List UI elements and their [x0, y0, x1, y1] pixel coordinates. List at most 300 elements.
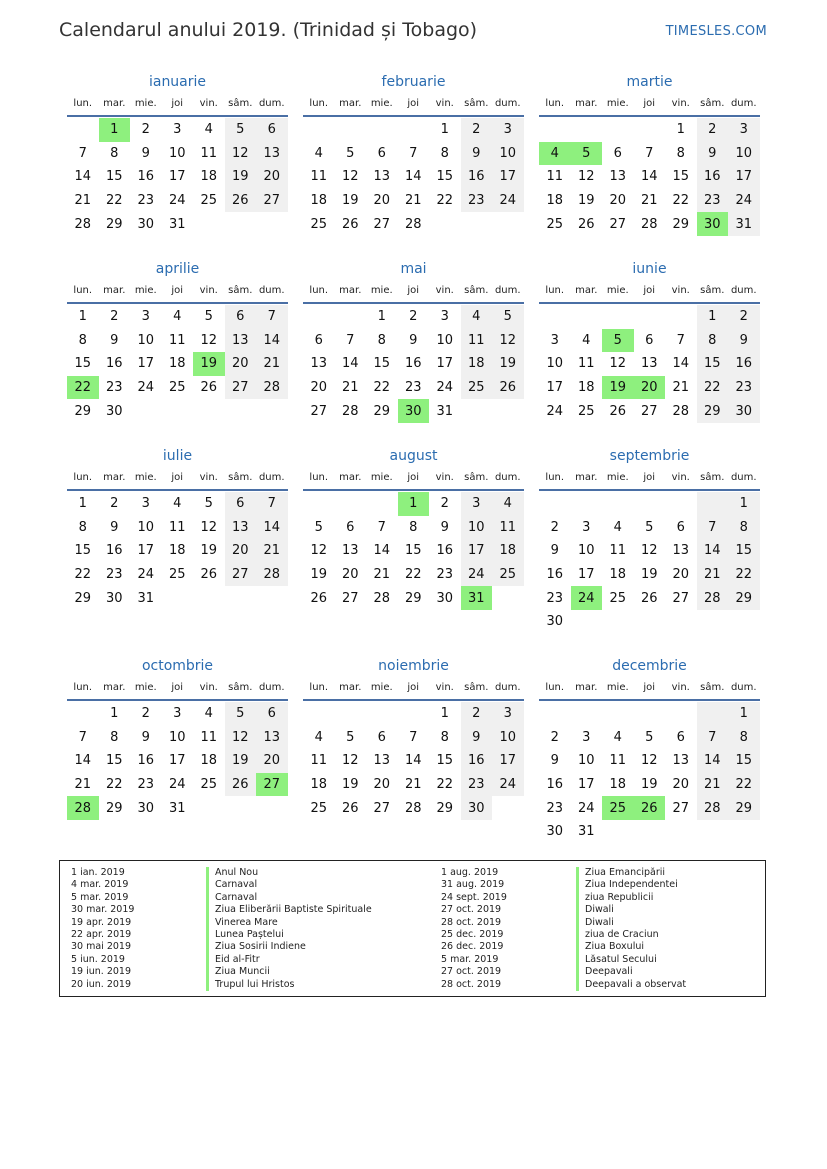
days-grid [303, 702, 524, 820]
holiday-day-cell: 1 [99, 118, 131, 142]
day-cell: 2 [461, 118, 493, 142]
day-cell: 21 [74, 193, 92, 209]
day-cell: 12 [609, 356, 627, 372]
day-cell: 3 [141, 309, 150, 325]
legend-holiday-name: ziua Republicii [576, 892, 686, 904]
day-cell: 17 [728, 165, 760, 189]
day-cell: 3 [173, 706, 182, 722]
day-cell: 8 [110, 729, 119, 745]
legend-date: 20 iun. 2019 [71, 978, 132, 990]
day-cell: 20 [256, 165, 288, 189]
legend-holiday-name: Ziua Muncii [206, 966, 372, 978]
day-cell: 5 [314, 519, 323, 535]
legend-holiday-name: Deepavali [576, 966, 686, 978]
day-cell: 12 [310, 543, 328, 559]
day-cell: 24 [436, 380, 454, 396]
day-cell: 16 [728, 352, 760, 376]
day-cell: 22 [105, 193, 123, 209]
weekday-label: vin. [671, 98, 690, 109]
month-title: februarie [381, 74, 446, 90]
empty-day-cell [335, 118, 367, 142]
day-cell: 2 [550, 519, 559, 535]
empty-day-cell [571, 118, 603, 142]
weekday-label: sâm. [228, 472, 253, 483]
day-cell: 5 [225, 702, 257, 726]
day-cell: 1 [440, 122, 449, 138]
day-cell: 16 [105, 543, 123, 559]
day-cell: 19 [640, 567, 658, 583]
empty-day-cell [539, 305, 571, 329]
day-cell: 26 [200, 567, 218, 583]
day-cell: 29 [105, 800, 123, 816]
legend-date: 4 mar. 2019 [71, 879, 129, 891]
day-cell: 8 [409, 519, 418, 535]
day-cell: 16 [546, 777, 564, 793]
month-title: august [389, 448, 438, 464]
day-cell: 31 [137, 590, 155, 606]
day-cell: 27 [373, 800, 391, 816]
day-cell: 4 [461, 305, 493, 329]
weekday-label: mie. [134, 98, 157, 109]
day-cell: 13 [256, 726, 288, 750]
weekday-label: dum. [494, 285, 521, 296]
day-cell: 12 [341, 753, 359, 769]
day-cell: 24 [728, 189, 760, 213]
day-cell: 16 [105, 356, 123, 372]
day-cell: 25 [200, 777, 218, 793]
day-cell: 16 [137, 753, 155, 769]
day-cell: 22 [404, 567, 422, 583]
day-cell: 9 [409, 332, 418, 348]
day-cell: 10 [168, 729, 186, 745]
page-title: Calendarul anului 2019. (Trinidad și Tobago) [59, 19, 478, 41]
day-cell: 14 [256, 329, 288, 353]
day-cell: 14 [404, 753, 422, 769]
day-cell: 22 [672, 193, 690, 209]
holiday-day-cell: 22 [67, 376, 99, 400]
day-cell: 21 [697, 563, 729, 587]
day-cell: 11 [310, 169, 328, 185]
day-cell: 20 [373, 193, 391, 209]
day-cell: 20 [672, 777, 690, 793]
empty-day-cell [67, 118, 99, 142]
day-cell: 29 [404, 590, 422, 606]
empty-day-cell [335, 492, 367, 516]
legend-holiday-name: Ziua Boxului [576, 941, 686, 953]
legend-holiday-name: Carnaval [206, 892, 372, 904]
day-cell: 2 [440, 496, 449, 512]
weekday-label: mie. [134, 472, 157, 483]
day-cell: 15 [74, 356, 92, 372]
weekday-label: mar. [339, 472, 362, 483]
day-cell: 25 [461, 376, 493, 400]
day-cell: 10 [728, 142, 760, 166]
day-cell: 27 [609, 216, 627, 232]
day-cell: 1 [110, 706, 119, 722]
days-grid [303, 492, 524, 610]
day-cell: 6 [346, 519, 355, 535]
day-cell: 9 [141, 729, 150, 745]
day-cell: 18 [461, 352, 493, 376]
empty-day-cell [697, 702, 729, 726]
day-cell: 8 [440, 145, 449, 161]
weekday-label: lun. [309, 285, 329, 296]
legend-right-names [576, 867, 686, 991]
day-cell: 24 [492, 773, 524, 797]
weekday-label: mar. [575, 285, 598, 296]
legend-holiday-name: Anul Nou [206, 867, 372, 879]
day-cell: 19 [492, 352, 524, 376]
day-cell: 7 [645, 145, 654, 161]
day-cell: 11 [609, 543, 627, 559]
legend-date: 31 aug. 2019 [441, 879, 505, 891]
day-cell: 12 [640, 543, 658, 559]
day-cell: 29 [672, 216, 690, 232]
weekday-header [539, 279, 760, 304]
day-cell: 26 [341, 216, 359, 232]
day-cell: 1 [78, 496, 87, 512]
day-cell: 26 [492, 376, 524, 400]
day-cell: 15 [728, 749, 760, 773]
legend-date: 1 ian. 2019 [71, 867, 125, 878]
weekday-label: mar. [103, 285, 126, 296]
day-cell: 8 [697, 329, 729, 353]
day-cell: 22 [74, 567, 92, 583]
weekday-label: sâm. [228, 285, 253, 296]
legend-date: 1 aug. 2019 [441, 867, 499, 878]
day-cell: 28 [640, 216, 658, 232]
weekday-label: dum. [258, 285, 285, 296]
day-cell: 23 [728, 376, 760, 400]
day-cell: 23 [404, 380, 422, 396]
day-cell: 3 [461, 492, 493, 516]
day-cell: 11 [492, 516, 524, 540]
empty-day-cell [634, 118, 666, 142]
weekday-label: vin. [671, 285, 690, 296]
day-cell: 16 [461, 165, 493, 189]
day-cell: 8 [110, 145, 119, 161]
holiday-day-cell: 30 [697, 212, 729, 236]
day-cell: 19 [200, 543, 218, 559]
day-cell: 3 [582, 729, 591, 745]
day-cell: 12 [200, 519, 218, 535]
day-cell: 28 [672, 403, 690, 419]
day-cell: 12 [225, 142, 257, 166]
empty-day-cell [539, 702, 571, 726]
day-cell: 28 [697, 586, 729, 610]
day-cell: 8 [728, 516, 760, 540]
day-cell: 5 [645, 519, 654, 535]
day-cell: 22 [436, 193, 454, 209]
day-cell: 18 [546, 193, 564, 209]
weekday-label: sâm. [700, 98, 725, 109]
weekday-label: dum. [258, 98, 285, 109]
empty-day-cell [366, 492, 398, 516]
legend-holiday-name: Diwali [576, 904, 686, 916]
day-cell: 14 [697, 539, 729, 563]
holiday-day-cell: 25 [602, 796, 634, 820]
weekday-label: mie. [370, 472, 393, 483]
holiday-day-cell: 26 [634, 796, 666, 820]
day-cell: 7 [409, 729, 418, 745]
day-cell: 6 [645, 332, 654, 348]
weekday-label: joi [407, 285, 420, 296]
day-cell: 12 [577, 169, 595, 185]
empty-day-cell [398, 118, 430, 142]
day-cell: 7 [256, 305, 288, 329]
weekday-label: vin. [199, 682, 218, 693]
day-cell: 7 [78, 729, 87, 745]
day-cell: 22 [697, 376, 729, 400]
day-cell: 20 [672, 567, 690, 583]
weekday-label: mie. [606, 285, 629, 296]
empty-day-cell [571, 305, 603, 329]
day-cell: 12 [341, 169, 359, 185]
day-cell: 18 [492, 539, 524, 563]
day-cell: 9 [110, 332, 119, 348]
day-cell: 13 [373, 753, 391, 769]
month-octombrie [67, 656, 288, 843]
month-noiembrie [303, 656, 524, 843]
day-cell: 16 [436, 543, 454, 559]
day-cell: 11 [200, 729, 218, 745]
day-cell: 25 [310, 800, 328, 816]
empty-day-cell [602, 118, 634, 142]
weekday-label: mie. [134, 682, 157, 693]
day-cell: 3 [492, 702, 524, 726]
weekday-label: mar. [339, 682, 362, 693]
days-grid [539, 702, 760, 844]
day-cell: 25 [200, 193, 218, 209]
day-cell: 26 [609, 403, 627, 419]
weekday-label: mar. [103, 682, 126, 693]
weekday-label: lun. [545, 682, 565, 693]
weekday-label: dum. [258, 472, 285, 483]
day-cell: 4 [613, 519, 622, 535]
day-cell: 23 [105, 567, 123, 583]
day-cell: 15 [672, 169, 690, 185]
legend-holiday-name: Eid al-Fitr [206, 954, 372, 966]
day-cell: 19 [577, 193, 595, 209]
day-cell: 3 [728, 118, 760, 142]
weekday-label: sâm. [228, 682, 253, 693]
month-ianuarie [67, 72, 288, 259]
day-cell: 17 [168, 169, 186, 185]
days-grid [303, 118, 524, 236]
month-septembrie [539, 446, 760, 656]
day-cell: 10 [137, 332, 155, 348]
holiday-day-cell: 20 [634, 376, 666, 400]
day-cell: 19 [225, 165, 257, 189]
day-cell: 22 [105, 777, 123, 793]
day-cell: 28 [404, 216, 422, 232]
day-cell: 18 [200, 169, 218, 185]
legend-date: 25 dec. 2019 [441, 928, 504, 940]
day-cell: 13 [373, 169, 391, 185]
day-cell: 6 [225, 492, 257, 516]
weekday-header [303, 92, 524, 117]
day-cell: 19 [225, 749, 257, 773]
day-cell: 31 [168, 800, 186, 816]
holiday-day-cell: 31 [461, 586, 493, 610]
day-cell: 21 [373, 567, 391, 583]
day-cell: 15 [373, 356, 391, 372]
day-cell: 1 [728, 492, 760, 516]
weekday-label: dum. [494, 472, 521, 483]
day-cell: 14 [74, 753, 92, 769]
weekday-label: lun. [73, 682, 93, 693]
weekday-label: mar. [575, 472, 598, 483]
empty-day-cell [335, 305, 367, 329]
weekday-label: sâm. [700, 472, 725, 483]
day-cell: 11 [310, 753, 328, 769]
day-cell: 15 [728, 539, 760, 563]
weekday-label: joi [407, 682, 420, 693]
weekday-label: vin. [435, 98, 454, 109]
day-cell: 10 [436, 332, 454, 348]
day-cell: 29 [74, 590, 92, 606]
day-cell: 25 [310, 216, 328, 232]
day-cell: 17 [577, 567, 595, 583]
weekday-label: lun. [309, 98, 329, 109]
day-cell: 4 [314, 729, 323, 745]
day-cell: 17 [492, 165, 524, 189]
legend-date: 27 oct. 2019 [441, 966, 502, 978]
weekday-label: dum. [730, 98, 757, 109]
day-cell: 18 [168, 356, 186, 372]
day-cell: 2 [141, 706, 150, 722]
empty-day-cell [303, 305, 335, 329]
month-title: septembrie [609, 448, 690, 464]
empty-day-cell [665, 305, 697, 329]
day-cell: 6 [613, 145, 622, 161]
day-cell: 2 [550, 729, 559, 745]
day-cell: 8 [440, 729, 449, 745]
day-cell: 4 [492, 492, 524, 516]
day-cell: 30 [546, 614, 564, 630]
weekday-header [67, 279, 288, 304]
empty-day-cell [634, 702, 666, 726]
day-cell: 12 [640, 753, 658, 769]
month-iulie [67, 446, 288, 633]
holiday-day-cell: 5 [602, 329, 634, 353]
day-cell: 29 [373, 403, 391, 419]
day-cell: 15 [74, 543, 92, 559]
weekday-label: joi [643, 98, 656, 109]
empty-day-cell [366, 118, 398, 142]
month-title: noiembrie [378, 658, 449, 674]
day-cell: 8 [78, 332, 87, 348]
day-cell: 26 [225, 189, 257, 213]
day-cell: 3 [141, 496, 150, 512]
day-cell: 18 [310, 193, 328, 209]
day-cell: 21 [256, 539, 288, 563]
day-cell: 29 [728, 796, 760, 820]
day-cell: 29 [697, 399, 729, 423]
empty-day-cell [665, 702, 697, 726]
weekday-label: mar. [103, 472, 126, 483]
day-cell: 12 [225, 726, 257, 750]
day-cell: 15 [436, 169, 454, 185]
days-grid [67, 305, 288, 423]
day-cell: 11 [577, 356, 595, 372]
day-cell: 10 [492, 142, 524, 166]
day-cell: 8 [676, 145, 685, 161]
empty-day-cell [539, 118, 571, 142]
day-cell: 16 [546, 567, 564, 583]
legend-date: 30 mar. 2019 [71, 904, 135, 916]
day-cell: 27 [672, 590, 690, 606]
day-cell: 4 [204, 706, 213, 722]
day-cell: 21 [256, 352, 288, 376]
day-cell: 6 [256, 702, 288, 726]
legend-date: 5 mar. 2019 [71, 891, 129, 903]
empty-day-cell [571, 492, 603, 516]
day-cell: 9 [440, 519, 449, 535]
day-cell: 3 [582, 519, 591, 535]
weekday-label: mie. [606, 682, 629, 693]
day-cell: 26 [225, 773, 257, 797]
day-cell: 30 [461, 796, 493, 820]
days-grid [539, 118, 760, 236]
legend-date: 22 apr. 2019 [71, 928, 132, 940]
days-grid [67, 702, 288, 820]
day-cell: 28 [341, 403, 359, 419]
empty-day-cell [634, 305, 666, 329]
day-cell: 20 [609, 193, 627, 209]
day-cell: 6 [676, 519, 685, 535]
weekday-label: vin. [199, 98, 218, 109]
weekday-header [67, 466, 288, 491]
day-cell: 24 [168, 777, 186, 793]
day-cell: 3 [173, 122, 182, 138]
days-grid [539, 492, 760, 634]
empty-day-cell [398, 702, 430, 726]
day-cell: 25 [168, 380, 186, 396]
weekday-label: lun. [73, 285, 93, 296]
calendar-grid [67, 72, 789, 866]
holiday-day-cell: 24 [571, 586, 603, 610]
day-cell: 4 [173, 309, 182, 325]
day-cell: 1 [697, 305, 729, 329]
legend-holiday-name: Deepavali a observat [576, 979, 686, 991]
day-cell: 21 [404, 193, 422, 209]
empty-day-cell [571, 702, 603, 726]
day-cell: 19 [341, 193, 359, 209]
weekday-label: sâm. [464, 682, 489, 693]
weekday-label: sâm. [700, 285, 725, 296]
weekday-label: joi [171, 98, 184, 109]
legend-holiday-name: Lăsatul Secului [576, 954, 686, 966]
day-cell: 14 [373, 543, 391, 559]
weekday-label: joi [643, 472, 656, 483]
day-cell: 5 [225, 118, 257, 142]
weekday-header [303, 676, 524, 701]
day-cell: 16 [461, 749, 493, 773]
holiday-legend [59, 860, 766, 997]
weekday-header [67, 92, 288, 117]
month-title: ianuarie [148, 74, 207, 90]
weekday-label: mie. [370, 682, 393, 693]
weekday-label: joi [643, 285, 656, 296]
legend-date: 19 iun. 2019 [71, 966, 132, 978]
day-cell: 24 [168, 193, 186, 209]
day-cell: 7 [676, 332, 685, 348]
brand-link[interactable]: TIMESLES.COM [665, 24, 767, 39]
holiday-day-cell: 5 [571, 142, 603, 166]
day-cell: 9 [141, 145, 150, 161]
empty-day-cell [665, 492, 697, 516]
